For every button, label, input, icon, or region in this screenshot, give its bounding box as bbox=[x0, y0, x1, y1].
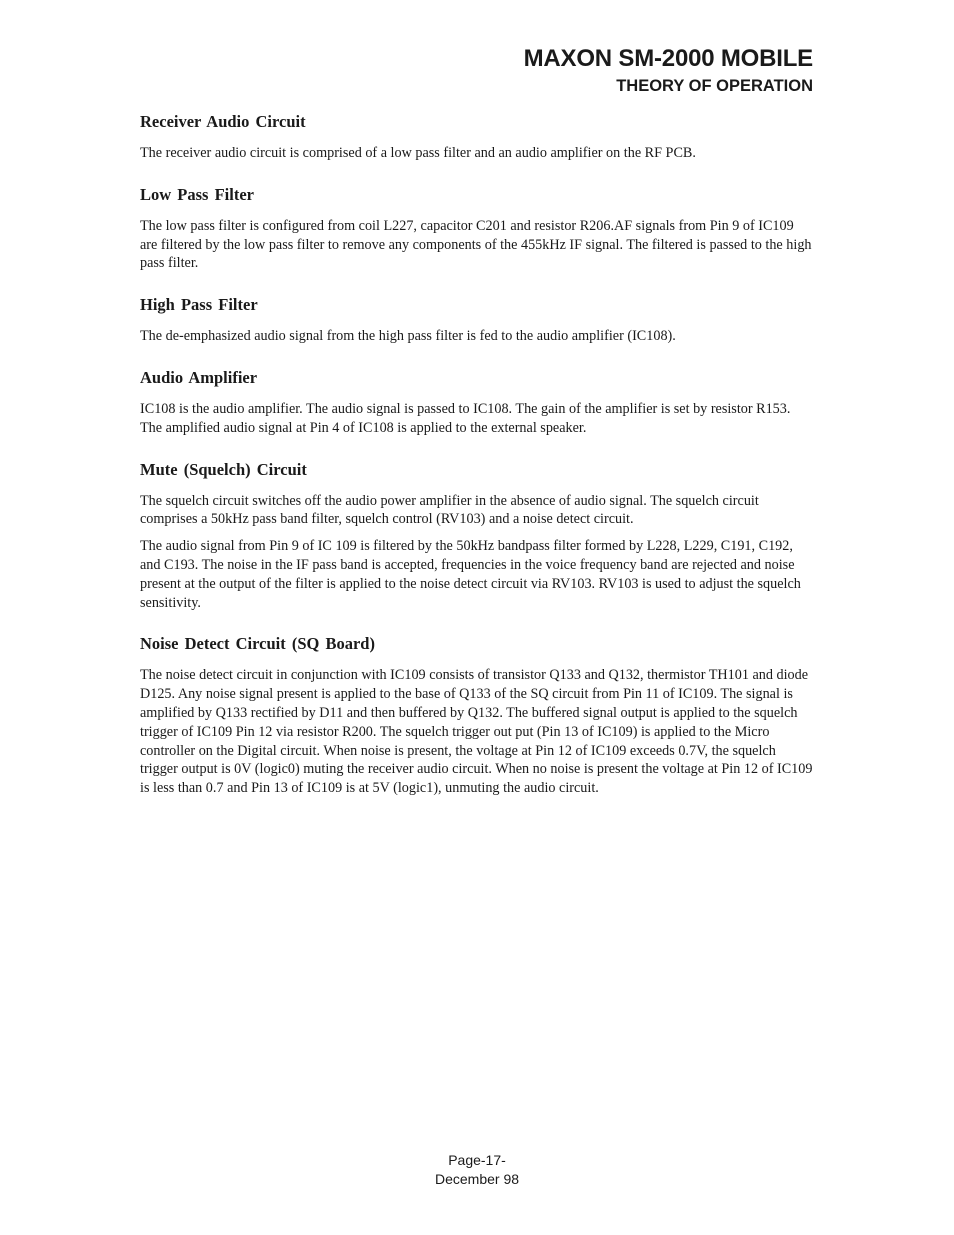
section-paragraph: The noise detect circuit in conjunction with IC109 consists of transistor Q133 and Q132, thermistor TH101 and diode D125. Any noise signal present is applied to the base of Q133 of the SQ circuit from Pin 11 of IC109. The signal is amplified by Q133 rectified by D11 and then buffered by Q132. The buffered signal output is applied to the squelch trigger of IC109 Pin 12 via resistor R200. The squelch trigger out put (Pin 13 of IC109) is applied to the Micro controller on the Digital circuit. When noise is present, the voltage at Pin 12 of IC109 exceeds 0.7V, the squelch trigger output is 0V (logic0) muting the receiver audio circuit. When no noise is present the voltage at Pin 12 of IC109 is less than 0.7 and Pin 13 of IC109 is at 5V (logic1), unmuting the audio circuit. bbox=[140, 667, 813, 797]
section-high-pass-filter bbox=[140, 294, 814, 346]
section-receiver-audio-circuit bbox=[140, 111, 814, 163]
section-paragraph: The receiver audio circuit is comprised of a low pass filter and an audio amplifier on the RF PCB. bbox=[140, 145, 696, 161]
section-noise-detect-circuit bbox=[140, 633, 814, 798]
section-heading: High Pass Filter bbox=[140, 295, 258, 315]
section-heading: Receiver Audio Circuit bbox=[140, 112, 306, 131]
section-paragraph: The de-emphasized audio signal from the high pass filter is fed to the audio amplifier (IC108). bbox=[140, 328, 676, 345]
page-footer bbox=[0, 1151, 954, 1189]
document-body bbox=[140, 111, 814, 819]
section-paragraph: IC108 is the audio amplifier. The audio signal is passed to IC108. The gain of the amplifier is set by resistor R153. The amplified audio signal at Pin 4 of IC108 is applied to the external speaker. bbox=[140, 400, 791, 436]
document-title: MAXON SM-2000 MOBILE bbox=[523, 45, 813, 72]
section-heading: Mute (Squelch) Circuit bbox=[140, 459, 307, 479]
page-number: Page-17- bbox=[448, 1152, 506, 1168]
section-heading: Audio Amplifier bbox=[140, 367, 258, 387]
section-paragraph: The squelch circuit switches off the audio power amplifier in the absence of audio signal. The squelch circuit comprises a 50kHz pass band filter, squelch control (RV103) and a noise detect circuit. bbox=[140, 492, 759, 528]
section-mute-squelch-circuit bbox=[140, 459, 814, 613]
document-subtitle: THEORY OF OPERATION bbox=[616, 77, 813, 95]
section-paragraph: The audio signal from Pin 9 of IC 109 is filtered by the 50kHz bandpass filter formed by L228, L229, C191, C192, and C193. The noise in the IF pass band is accepted, frequencies in the voice frequency band are rejected and noise present at the output of the filter is applied to the noise detect circuit via RV103. RV103 is used to adjust the squelch sensitivity. bbox=[140, 538, 801, 611]
section-heading: Low Pass Filter bbox=[140, 184, 254, 204]
section-heading: Noise Detect Circuit (SQ Board) bbox=[140, 634, 375, 654]
section-paragraph: The low pass filter is configured from coil L227, capacitor C201 and resistor R206.AF signals from Pin 9 of IC109 are filtered by the low pass filter to remove any components of the 455kHz IF signal. The filtered is passed to the high pass filter. bbox=[140, 217, 812, 272]
section-audio-amplifier bbox=[140, 367, 814, 438]
section-low-pass-filter bbox=[140, 184, 814, 273]
footer-date: December 98 bbox=[434, 1171, 520, 1187]
page-header bbox=[524, 44, 813, 96]
